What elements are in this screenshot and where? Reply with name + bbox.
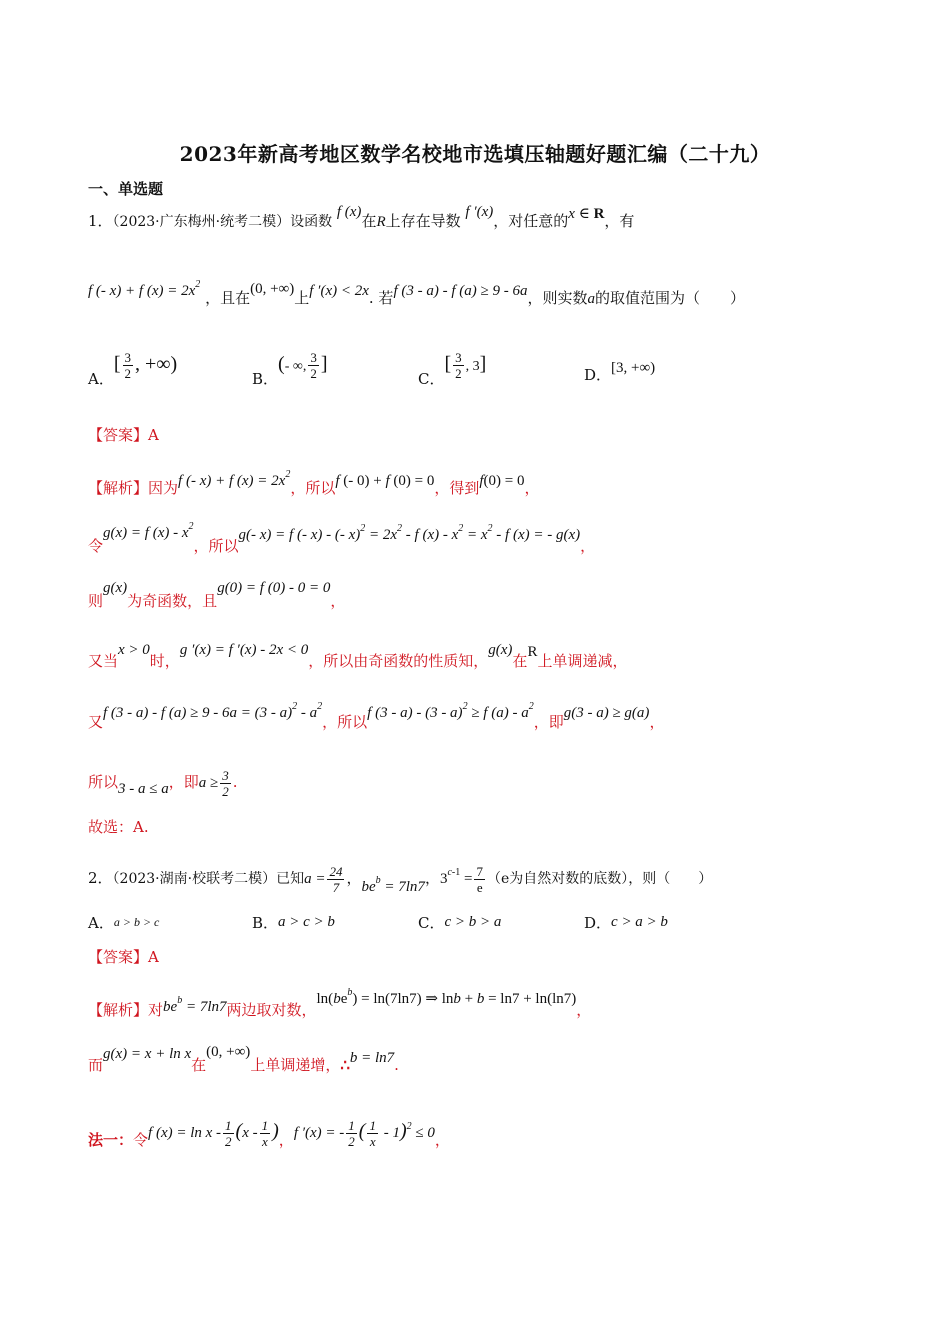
- text: 令: [88, 537, 104, 555]
- q2-analysis-line2: [88, 1044, 399, 1077]
- math: g(3 - a) ≥ g(a): [563, 705, 650, 721]
- analysis-label: 【解析】: [88, 1001, 149, 1019]
- q2-number: 2．: [88, 869, 113, 887]
- text: 上单调递减，: [537, 652, 628, 670]
- text: 又: [88, 713, 104, 731]
- math: $3^{c-1}$ = $\frac{7}{e}$: [439, 864, 483, 896]
- q2-option-c[interactable]: [418, 912, 501, 933]
- q1-analysis-line1: [88, 469, 540, 500]
- analysis-label: 【解析】: [88, 479, 149, 497]
- q1-stem-line1: [88, 204, 635, 233]
- math-ineq: f ′(x) < 2x: [309, 283, 369, 299]
- math: f (3 - a) - f $(a) \ge 9 - 6a = (3 - a)^2 - a^2$: [103, 701, 323, 721]
- q1-analysis-line4: [88, 642, 628, 673]
- text: （e为自然对数的底数），则（ ）: [486, 871, 713, 887]
- math-condition: f (- x) + f $(x) = 2x^2$: [88, 279, 201, 299]
- math-option: a > b > c: [113, 915, 160, 929]
- section-heading: 一、单选题: [88, 180, 164, 198]
- math: (0, +∞): [206, 1044, 251, 1060]
- math-option: a > c > b: [278, 914, 335, 930]
- math: f (- x) + f $(x) = 2x^2$: [178, 469, 291, 489]
- q2-answer: [88, 946, 159, 968]
- answer-value: A: [148, 426, 159, 444]
- option-label: C．: [418, 914, 445, 932]
- math: g(x) = f $(x) - x^2$: [103, 521, 194, 541]
- text: 而: [88, 1056, 104, 1074]
- q1-number: 1．: [88, 212, 113, 230]
- math: g(0) = f (0) - 0 = 0: [217, 580, 331, 596]
- q1-option-d[interactable]: [584, 360, 656, 385]
- q1-answer: [88, 424, 159, 446]
- text: ，: [580, 537, 596, 555]
- text: 在: [191, 1056, 207, 1074]
- q2-source: （2023·湖南·校联考二模）已知: [112, 871, 305, 887]
- q1-analysis-line6: [88, 768, 238, 799]
- math: f (- 0) + f (0) = 0: [335, 473, 435, 489]
- q2-option-b[interactable]: [252, 912, 335, 933]
- math-x-in-R: x ∈ R: [568, 206, 605, 222]
- text: 因为: [148, 479, 179, 497]
- q1-option-c[interactable]: [418, 350, 487, 395]
- math: f ′(x) = - $\frac{1}{2}$ ( $\frac{1}{x}$ - 1)$^2$ ≤ 0: [293, 1118, 435, 1150]
- option-label: A．: [88, 370, 114, 389]
- math-fx: f (x): [336, 204, 362, 220]
- math: f (3 - a) - (3 - a)$^2$ ≥ f $(a) - a^2$: [367, 701, 534, 721]
- math-option: [ $\frac{3}{2}$ , 3]: [444, 350, 487, 381]
- text: 两边取对数，: [226, 1001, 317, 1019]
- math-R: R: [376, 214, 386, 230]
- text: ，所以由奇函数的性质知，: [308, 652, 489, 670]
- math-option: [3, +∞): [611, 360, 656, 376]
- text: ，对任意的: [493, 212, 569, 230]
- text: 上单调递增，: [250, 1056, 341, 1074]
- option-label: D．: [584, 914, 612, 932]
- text: ，: [434, 1131, 450, 1149]
- text: 在: [361, 212, 377, 230]
- method-label: 法一：: [88, 1131, 134, 1149]
- math: $be^b = 7\ln 7$: [361, 875, 425, 895]
- answer-label: 【答案】: [88, 426, 149, 444]
- math-interval: (0, +∞): [250, 281, 295, 297]
- text: ，有: [604, 212, 635, 230]
- text: ，则实数: [527, 289, 588, 307]
- text: .: [232, 772, 238, 791]
- text: ，: [524, 479, 540, 497]
- math-option: (- ∞, $\frac{3}{2}$ ]: [278, 350, 328, 381]
- math: a ≥ $\frac{3}{2}$: [198, 768, 229, 799]
- text: ，所以: [322, 713, 368, 731]
- text: ，: [346, 869, 362, 887]
- math: g(- x) = f (- x) - (- $x)^2 = 2x^2 - f$ $(x) - x^2 = x^2 - f$ (x) = - g(x): [238, 523, 581, 543]
- math-a: a: [587, 291, 595, 307]
- math: $be^b = 7\ln 7$: [163, 995, 227, 1015]
- option-label: B．: [252, 914, 279, 932]
- text: 时，: [149, 652, 180, 670]
- math: 3 - a ≤ a: [118, 780, 169, 797]
- q1-option-b[interactable]: [252, 350, 328, 395]
- option-label: B．: [252, 370, 279, 389]
- text: ，: [649, 713, 665, 731]
- text: 对: [148, 1001, 164, 1019]
- text: ，且在: [205, 289, 251, 307]
- math-fprime: f ′(x): [465, 204, 494, 220]
- text: 为奇函数，且: [127, 592, 218, 610]
- math: g(x) = x + ln x: [103, 1046, 192, 1062]
- math-option: [ $\frac{3}{2}$ , +∞): [113, 350, 178, 381]
- text: ，得到: [434, 479, 480, 497]
- text: ，即: [533, 713, 564, 731]
- math: f (x) = ln x - $\frac{1}{2}$ (x - $\frac{1}{x}$ ): [148, 1118, 279, 1150]
- math-option: c > b > a: [444, 914, 502, 930]
- text: 上: [294, 289, 310, 307]
- math-ineq2: f (3 - a) - f (a) ≥ 9 - 6a: [393, 283, 528, 299]
- text: 上存在导数: [385, 212, 461, 230]
- text: 则: [88, 592, 104, 610]
- math: b = ln7: [349, 1050, 395, 1066]
- q1-source: （2023·广东梅州·统考二模）设函数: [112, 214, 333, 230]
- q1-conclusion: 故选：A.: [88, 818, 149, 836]
- answer-label: 【答案】: [88, 948, 149, 966]
- q1-analysis-line5: [88, 701, 665, 734]
- math: g(x): [103, 580, 128, 596]
- text: ，: [576, 1001, 592, 1019]
- answer-value: A: [148, 948, 159, 966]
- text: ，所以: [193, 537, 239, 555]
- q2-option-a[interactable]: [88, 912, 159, 933]
- text: 所以: [88, 772, 119, 791]
- text: ，: [278, 1131, 294, 1149]
- math: $\ln(be^b) = \ln(7\ln 7)$ ⇒ lnb + b = ln7 + ln(ln7): [316, 987, 577, 1007]
- math: g ′(x) = f ′(x) - 2x < 0: [179, 642, 309, 658]
- text: .: [394, 1056, 399, 1074]
- text: 又当: [88, 652, 119, 670]
- math: R: [527, 644, 538, 660]
- math: a = $\frac{24}{7}$: [304, 864, 343, 896]
- therefore-symbol: ∴: [340, 1056, 350, 1074]
- math: g(x): [488, 642, 513, 658]
- q1-stem-line2: [88, 279, 746, 310]
- text: 的取值范围为（ ）: [595, 289, 746, 307]
- q2-analysis-line1: [88, 987, 592, 1022]
- math: x > 0: [118, 642, 150, 658]
- option-label: D．: [584, 366, 612, 384]
- text: ，所以: [290, 479, 336, 497]
- q2-option-d[interactable]: [584, 912, 668, 933]
- text: ，: [330, 592, 346, 610]
- q2-analysis-line3: [88, 1118, 450, 1157]
- q1-option-a[interactable]: [88, 350, 178, 395]
- text: 令: [133, 1131, 149, 1149]
- text: . 若: [368, 289, 394, 307]
- q2-stem: [88, 862, 712, 895]
- option-label: C．: [418, 370, 445, 389]
- text: ，: [424, 869, 440, 887]
- option-label: A．: [88, 914, 114, 932]
- page-title: 2023年新高考地区数学名校地市选填压轴题好题汇编（二十九）: [179, 142, 771, 166]
- math: f(0) = 0: [479, 473, 525, 489]
- math-option: c > a > b: [611, 914, 668, 930]
- q1-analysis-line3: [88, 580, 346, 613]
- text: ，即: [168, 772, 199, 791]
- text: 在: [512, 652, 528, 670]
- q1-analysis-line2: [88, 521, 596, 558]
